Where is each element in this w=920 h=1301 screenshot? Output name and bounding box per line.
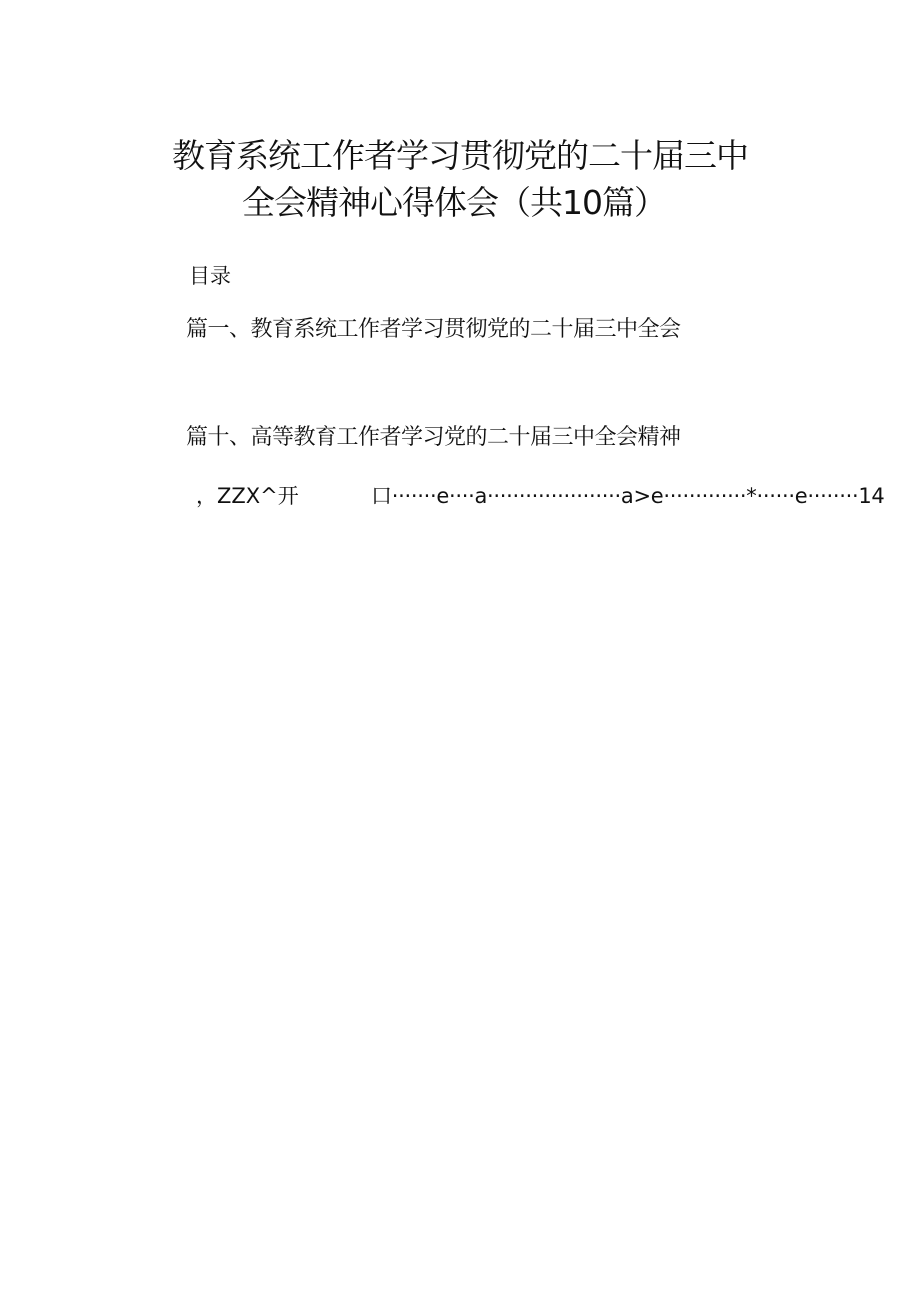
document-title-line-1: 教育系统工作者学习贯彻党的二十届三中 xyxy=(172,136,748,175)
toc-garbled-text-left: ，ZZX^开 xyxy=(196,484,299,508)
toc-garbled-leader-page-number: 口·······e····a·····················a>e·············*······e········14 xyxy=(371,484,885,508)
toc-heading: 目录 xyxy=(189,264,231,288)
document-title-line-2: 全会精神心得体会（共10篇） xyxy=(242,183,666,222)
toc-entry-1: 篇一、教育系统工作者学习贯彻党的二十届三中全会 xyxy=(186,317,681,342)
toc-entry-10: 篇十、高等教育工作者学习党的二十届三中全会精神 xyxy=(186,425,681,450)
